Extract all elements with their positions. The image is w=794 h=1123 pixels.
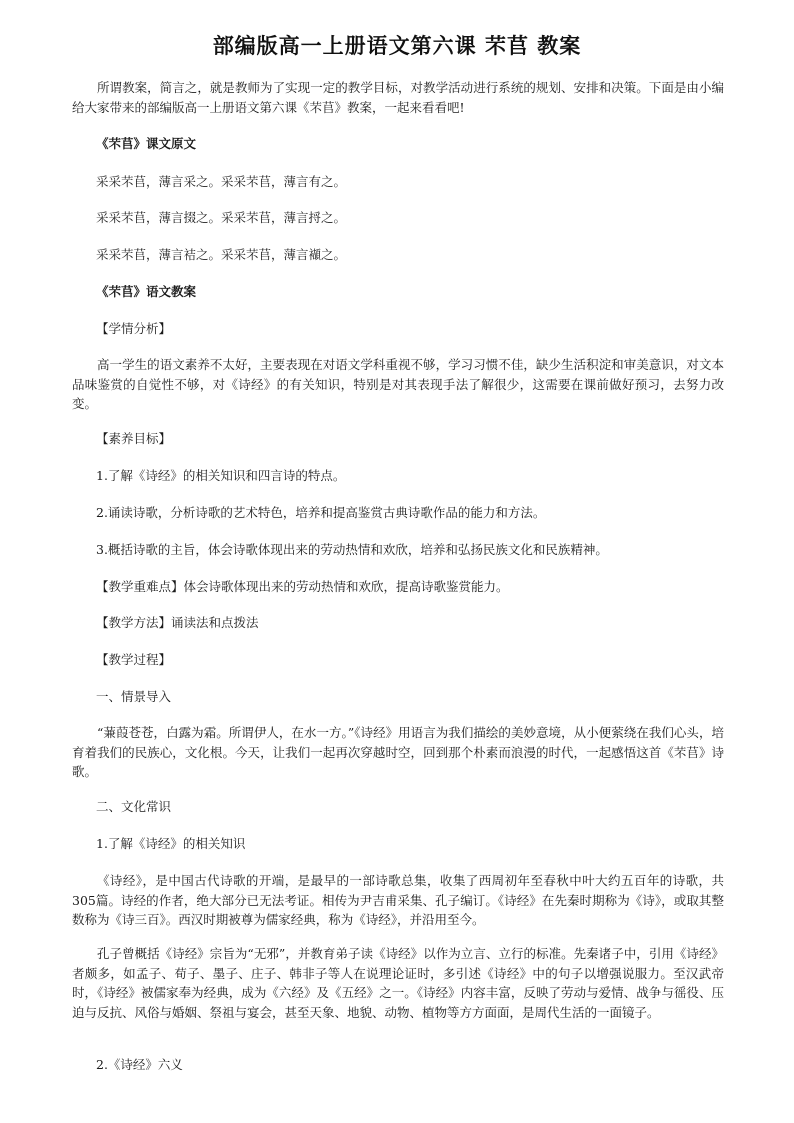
teaching-methods: 【教学方法】诵读法和点拨法 xyxy=(96,615,259,630)
section1-paragraph: “蒹葭苍苍，白露为霜。所谓伊人，在水一方。”《诗经》用语言为我们描绘的美妙意境，从小便萦绕在我们心头，培育着我们的民族心，文化根。今天，让我们一起再次穿越时空，回到那个朴素而浪漫的时代，一起感悟这首《芣苢》诗歌。 xyxy=(72,725,724,779)
poem-line-3: 采采芣苢，薄言袺之。采采芣苢，薄言襭之。 xyxy=(96,247,347,262)
plan-heading: 《芣苢》语文教案 xyxy=(96,284,197,299)
process-heading: 【教学过程】 xyxy=(96,652,172,667)
section1-heading: 一、情景导入 xyxy=(96,689,172,704)
goal-item-2: 2.诵读诗歌，分析诗歌的艺术特色，培养和提高鉴赏古典诗歌作品的能力和方法。 xyxy=(96,505,546,520)
goal-item-1: 1.了解《诗经》的相关知识和四言诗的特点。 xyxy=(96,468,346,483)
analysis-paragraph: 高一学生的语文素养不太好，主要表现在对语文学科重视不够，学习习惯不佳，缺少生活积淀和审美意识，对文本品味鉴赏的自觉性不够，对《诗经》的有关知识，特别是对其表现手法了解很少，这需要在课前做好预习，去努力改变。 xyxy=(72,357,724,411)
key-points: 【教学重难点】体会诗歌体现出来的劳动热情和欢欣，提高诗歌鉴赏能力。 xyxy=(96,579,509,594)
section2-subheading-1: 1.了解《诗经》的相关知识 xyxy=(96,836,246,851)
section2-subheading-2: 2.《诗经》六义 xyxy=(96,1057,183,1072)
poem-line-1: 采采芣苢，薄言采之。采采芣苢，薄言有之。 xyxy=(96,174,347,189)
section2-paragraph-1: 《诗经》，是中国古代诗歌的开端，是最早的一部诗歌总集，收集了西周初年至春秋中叶大约五百年的诗歌，共305篇。诗经的作者，绝大部分已无法考证。相传为尹吉甫采集、孔子编订。《诗经》在先秦时期称为《诗》，或取其整数称为《诗三百》。西汉时期被尊为儒家经典，称为《诗经》，并沿用至今。 xyxy=(72,873,724,927)
original-heading: 《芣苢》课文原文 xyxy=(96,136,197,151)
poem-line-2: 采采芣苢，薄言掇之。采采芣苢，薄言捋之。 xyxy=(96,210,347,225)
intro-paragraph: 所谓教案，简言之，就是教师为了实现一定的教学目标，对教学活动进行系统的规划、安排和决策。下面是由小编给大家带来的部编版高一上册语文第六课《芣苢》教案，一起来看看吧! xyxy=(72,80,724,115)
goals-heading: 【素养目标】 xyxy=(96,431,172,446)
section2-paragraph-2: 孔子曾概括《诗经》宗旨为“无邪”，并教育弟子读《诗经》以作为立言、立行的标准。先秦诸子中，引用《诗经》者颇多，如孟子、荀子、墨子、庄子、韩非子等人在说理论证时，多引述《诗经》中的句子以增强说服力。至汉武帝时，《诗经》被儒家奉为经典，成为《六经》及《五经》之一。《诗经》内容丰富，反映了劳动与爱情、战争与徭役、压迫与反抗、风俗与婚姻、祭祖与宴会，甚至天象、地貌、动物、植物等方方面面，是周代生活的一面镜子。 xyxy=(72,946,724,1020)
page-title: 部编版高一上册语文第六课 芣苢 教案 xyxy=(212,34,582,58)
section2-heading: 二、文化常识 xyxy=(96,799,172,814)
goal-item-3: 3.概括诗歌的主旨，体会诗歌体现出来的劳动热情和欢欣，培养和弘扬民族文化和民族精神。 xyxy=(96,542,608,557)
analysis-heading: 【学情分析】 xyxy=(96,321,172,336)
